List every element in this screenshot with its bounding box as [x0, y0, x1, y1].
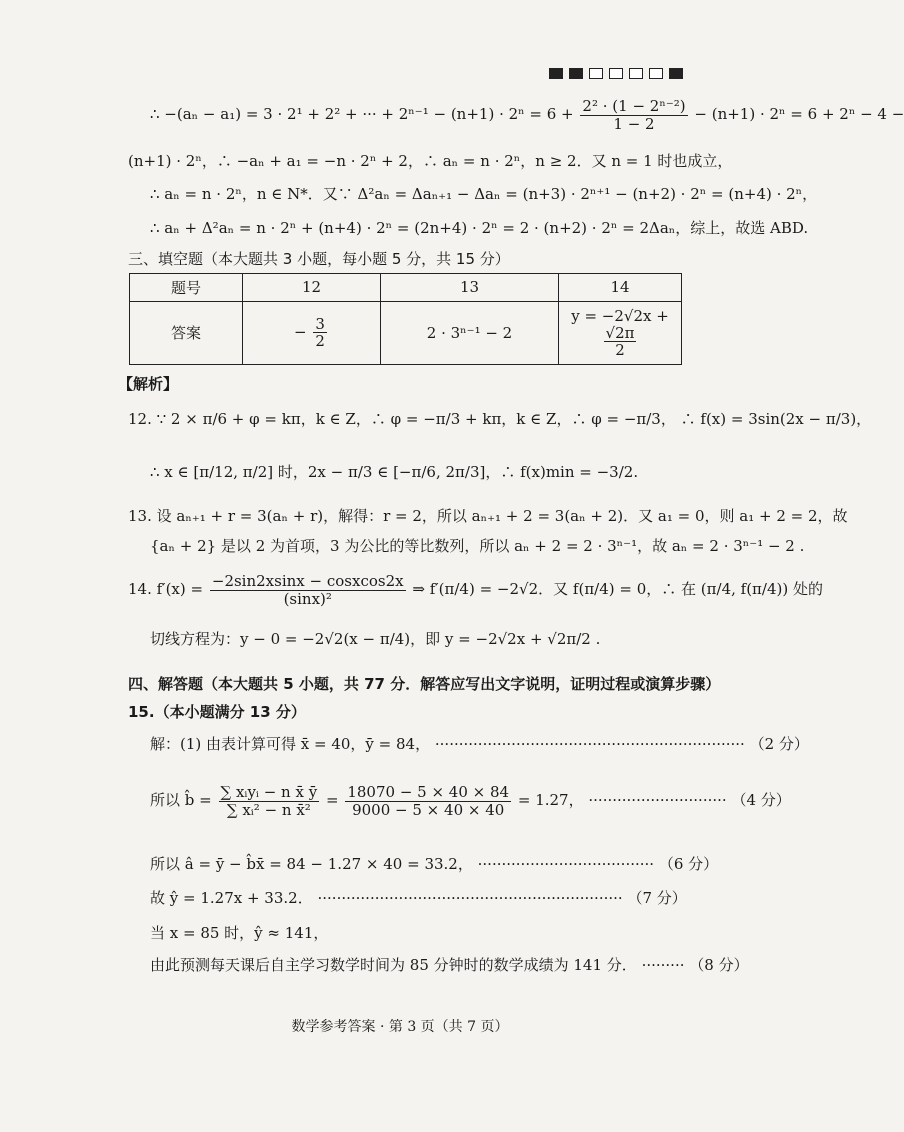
solution-13-line-2: {aₙ + 2} 是以 2 为首项，3 为公比的等比数列，所以 aₙ + 2 = 2 · 3ⁿ⁻¹，故 aₙ = 2 · 3ⁿ⁻¹ − 2 .	[150, 537, 805, 555]
q15-step-1	[150, 735, 809, 753]
q15-step-2: 所以 b̂ = $\frac{\text{∑ xᵢyᵢ − n x̄ ȳ}}{\text{∑ xᵢ² − n x̄²}}$ = $\frac{18070 - 5 \times 40 \times 84}{9000 - 5 \times 40 \times 40}$ = 1.27， ····························· （4 分）	[150, 783, 791, 819]
line-1-text: ∴ −(aₙ − a₁) = 3 · 2¹ + 2² + ··· + 2ⁿ⁻¹ − (n+1) · 2ⁿ = 6 +	[150, 105, 574, 123]
corner-marker	[549, 68, 683, 79]
fraction-denominator: ∑ xᵢ² − n x̄²	[226, 800, 311, 819]
fraction-denominator: 2	[315, 332, 325, 351]
derivation-line-1	[150, 98, 904, 132]
solution-12-line-2: ∴ x ∈ [π/12, π/2] 时，2x − π/3 ∈ [−π/6, 2π/3]，∴ f(x)min = −3/2.	[150, 463, 639, 481]
table-row	[130, 301, 682, 364]
marker-square	[649, 68, 663, 79]
step-4-text: 故 ŷ = 1.27x + 33.2．	[150, 889, 313, 907]
fraction-numerator: 2² · (1 − 2ⁿ⁻²)	[582, 97, 686, 115]
table-row	[130, 274, 682, 302]
q15-step-4	[150, 889, 687, 907]
page-footer: 数学参考答案 · 第 3 页（共 7 页）	[291, 1019, 509, 1035]
question-15-title: 15.（本小题满分 13 分）	[128, 703, 306, 721]
analysis-title: 【解析】	[118, 375, 179, 393]
minus-sign: −	[294, 322, 307, 341]
b-hat-formula	[219, 784, 320, 818]
line-1-tail: − (n+1) · 2ⁿ = 6 + 2ⁿ − 4 −	[694, 105, 904, 123]
b-hat-computation	[345, 784, 511, 818]
fraction-numerator: 18070 − 5 × 40 × 84	[347, 783, 510, 801]
solution-13-line-1: 13. 设 aₙ₊₁ + r = 3(aₙ + r)，解得：r = 2，所以 aₙ₊₁ + 2 = 3(aₙ + 2)．又 a₁ = 0，则 a₁ + 2 = 2，故	[128, 507, 848, 525]
leader-dots: ·································································	[434, 735, 745, 753]
table-cell: 12	[243, 274, 381, 302]
table-cell: 题号	[130, 274, 243, 302]
answer-table	[129, 273, 682, 365]
answer-14-fraction	[604, 325, 637, 359]
marker-square	[629, 68, 643, 79]
fraction-denominator: 9000 − 5 × 40 × 40	[352, 800, 505, 819]
marker-square	[569, 68, 583, 79]
score-label: （4 分）	[731, 791, 791, 809]
step-6-text: 由此预测每天课后自主学习数学时间为 85 分钟时的数学成绩为 141 分．	[150, 956, 637, 974]
line-1-fraction	[580, 98, 687, 132]
answer-13-cell: 2 · 3ⁿ⁻¹ − 2	[381, 301, 559, 364]
leader-dots: ·····························	[588, 791, 727, 809]
marker-square	[669, 68, 683, 79]
derivation-line-4: ∴ aₙ + Δ²aₙ = n · 2ⁿ + (n+4) · 2ⁿ = (2n+4) · 2ⁿ = 2 · (n+2) · 2ⁿ = 2Δaₙ，综上，故选 ABD.	[150, 219, 809, 237]
derivative-lhs: 14. f′(x) =	[128, 580, 204, 598]
fraction-numerator: 3	[315, 314, 325, 333]
q15-step-5: 当 x = 85 时，ŷ ≈ 141，	[150, 924, 329, 942]
marker-square	[549, 68, 563, 79]
fraction-numerator: −2sin2xsinx − cosxcos2x	[211, 572, 404, 590]
derivative-fraction	[210, 573, 406, 607]
score-label: （6 分）	[658, 855, 719, 873]
section-4-heading: 四、解答题（本大题共 5 小题，共 77 分．解答应写出文字说明，证明过程或演算步骤）	[128, 675, 721, 693]
leader-dots: ································································	[317, 889, 623, 907]
step-3-text: 所以 â = ȳ − b̂x̄ = 84 − 1.27 × 40 = 33.2，	[150, 855, 473, 873]
derivation-line-2: (n+1) · 2ⁿ，∴ −aₙ + a₁ = −n · 2ⁿ + 2，∴ aₙ = n · 2ⁿ，n ≥ 2．又 n = 1 时也成立，	[128, 152, 733, 170]
fraction-denominator: (sinx)²	[283, 589, 332, 608]
fraction-numerator: √2π	[605, 323, 635, 342]
q15-step-3	[150, 855, 718, 873]
solution-14-line-1	[128, 573, 823, 607]
table-cell: 13	[381, 274, 559, 302]
fraction-denominator: 1 − 2	[613, 114, 655, 133]
answer-12-fraction	[313, 316, 327, 350]
table-cell: 14	[559, 274, 682, 302]
b-hat-result: = 1.27，	[517, 791, 584, 809]
derivation-line-3: ∴ aₙ = n · 2ⁿ，n ∈ N*．又∵ Δ²aₙ = Δaₙ₊₁ − Δaₙ = (n+3) · 2ⁿ⁺¹ − (n+2) · 2ⁿ = (n+4) · 2ⁿ，	[150, 185, 818, 203]
marker-square	[589, 68, 603, 79]
b-hat-label: 所以 b̂ =	[150, 791, 212, 809]
table-cell: 答案	[130, 301, 243, 364]
fraction-numerator: ∑ xᵢyᵢ − n x̄ ȳ	[220, 783, 318, 801]
score-label: （2 分）	[749, 735, 809, 753]
marker-square	[609, 68, 623, 79]
score-label: （8 分）	[689, 956, 749, 974]
answer-14-text: y = −2√2x +	[571, 306, 669, 325]
solution-12-line-1: 12. ∵ 2 × π/6 + φ = kπ，k ∈ Z，∴ φ = −π/3 + kπ，k ∈ Z，∴ φ = −π/3， ∴ f(x) = 3sin(2x − π/3)，	[128, 410, 872, 428]
derivative-rest: ⇒ f′(π/4) = −2√2．又 f(π/4) = 0，∴ 在 (π/4, f(π/4)) 处的	[412, 580, 823, 598]
answer-12-cell	[243, 301, 381, 364]
score-label: （7 分）	[627, 889, 687, 907]
leader-dots: ·····································	[477, 855, 655, 873]
q15-step-6	[150, 956, 749, 974]
leader-dots: ·········	[641, 956, 685, 974]
section-3-heading: 三、填空题（本大题共 3 小题，每小题 5 分，共 15 分）	[128, 250, 510, 268]
answer-14-cell	[559, 301, 682, 364]
fraction-denominator: 2	[615, 341, 625, 360]
step-1-text: 解：(1) 由表计算可得 x̄ = 40，ȳ = 84，	[150, 735, 431, 753]
solution-14-line-2: 切线方程为：y − 0 = −2√2(x − π/4)，即 y = −2√2x + √2π/2 .	[150, 630, 601, 648]
